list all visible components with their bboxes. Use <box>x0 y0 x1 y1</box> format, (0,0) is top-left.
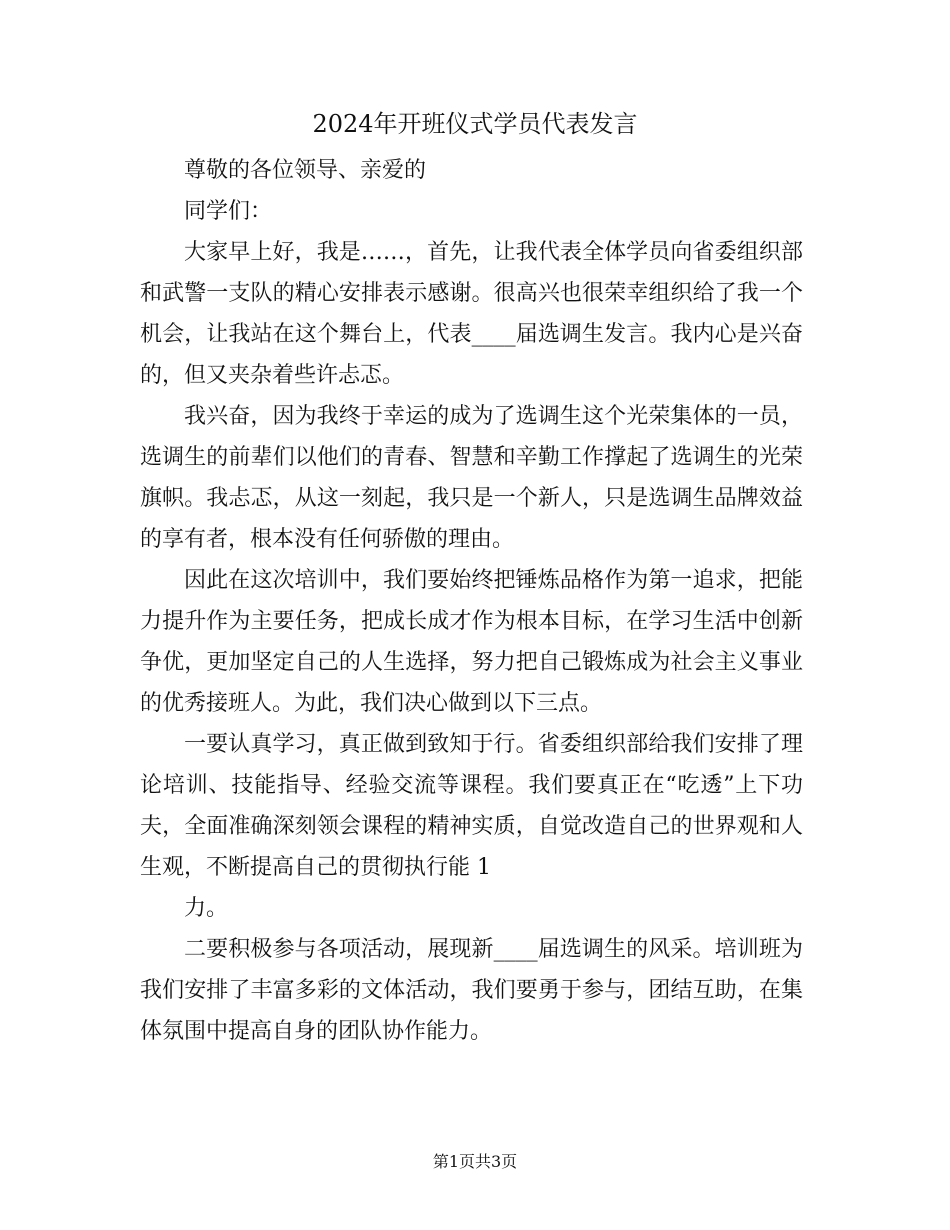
document-title: 2024年开班仪式学员代表发言 <box>312 110 638 138</box>
paragraph-point-two: 二要积极参与各项活动，展现新____届选调生的风采。培训班为我们安排了丰富多彩的文体活动，我们要勇于参与，团结互助，在集体氛围中提高自身的团队协作能力。 <box>140 937 803 1044</box>
paragraph-point-one: 一要认真学习，真正做到致知于行。省委组织部给我们安排了理论培训、技能指导、经验交流等课程。我们要真正在“吃透”上下功夫，全面准确深刻领会课程的精神实质，自觉改造自己的世界观和人生观，不断提高自己的贯彻执行能 1 <box>140 732 803 880</box>
paragraph-point-one-continued: 力。 <box>184 896 229 921</box>
paragraph-salutation-continued: 同学们： <box>184 199 273 224</box>
paragraph-excitement: 我兴奋，因为我终于幸运的成为了选调生这个光荣集体的一员，选调生的前辈们以他们的青春、智慧和辛勤工作撑起了选调生的光荣旗帜。我忐忑，从这一刻起，我只是一个新人，只是选调生品牌效益的享有者，根本没有任何骄傲的理由。 <box>140 404 803 552</box>
page-footer: 第1页共3页 <box>432 1152 518 1171</box>
paragraph-salutation: 尊敬的各位领导、亲爱的 <box>184 158 427 183</box>
paragraph-opening: 大家早上好，我是……，首先，让我代表全体学员向省委组织部和武警一支队的精心安排表示感谢。很高兴也很荣幸组织给了我一个机会，让我站在这个舞台上，代表____届选调生发言。我内心是兴奋的，但又夹杂着些许忐忑。 <box>140 240 803 388</box>
document-body <box>140 150 803 1052</box>
paragraph-resolve: 因此在这次培训中，我们要始终把锤炼品格作为第一追求，把能力提升作为主要任务，把成长成才作为根本目标，在学习生活中创新争优，更加坚定自己的人生选择，努力把自己锻炼成为社会主义事业的优秀接班人。为此，我们决心做到以下三点。 <box>140 568 803 716</box>
